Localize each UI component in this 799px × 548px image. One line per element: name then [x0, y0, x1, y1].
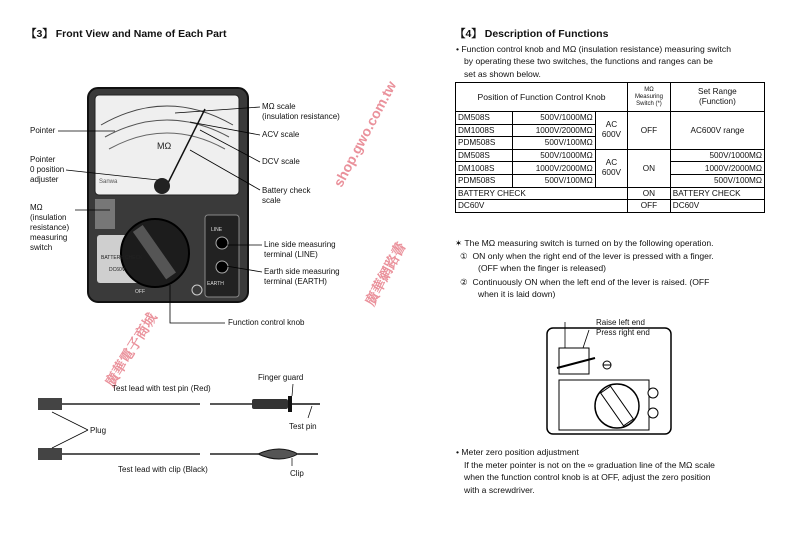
- earth-label: EARTH: [207, 281, 224, 287]
- header-range: Set Range (Function): [670, 83, 764, 112]
- table-row: PDM508S 500V/100MΩ: [456, 137, 765, 150]
- callout-mohm-switch: MΩ (insulation resistance) measuring switch: [30, 203, 70, 252]
- callout-acv-scale: ACV scale: [262, 130, 300, 139]
- off-label: OFF: [135, 289, 145, 295]
- table-row: BATTERY CHECK ON BATTERY CHECK: [456, 187, 765, 200]
- watermark-cn: 廣華網路書: [361, 239, 409, 309]
- intro-text: • Function control knob and MΩ (insulation resistance) measuring switch by operating these two switches, the functions and ranges can be set as shown below.: [456, 44, 732, 79]
- zero-adjust-text: If the meter pointer is not on the ∞ graduation line of the MΩ scale when the function control knob is at OFF, adjust the zero position with a screwdriver.: [464, 460, 715, 495]
- table-header-row: [456, 83, 765, 112]
- raise-left-label: Raise left end: [596, 318, 645, 327]
- red-plug: [38, 398, 62, 410]
- switch-note: ✶ The MΩ measuring switch is turned on by the following operation.: [455, 238, 714, 248]
- header-position: Position of Function Control Knob: [456, 83, 628, 112]
- callout-battery-scale: Battery check scale: [262, 186, 311, 205]
- zero-adjust-title: • Meter zero position adjustment: [456, 447, 579, 457]
- table-row: DM1008S 1000V/2000MΩ 1000V/2000MΩ: [456, 162, 765, 175]
- diagram-terminal-2: [648, 408, 658, 418]
- switch-item-2: ② Continuously ON when the left end of the lever is raised. (OFF when it is laid down): [460, 277, 710, 300]
- diagram-terminal-1: [648, 388, 658, 398]
- callout-pointer: Pointer: [30, 126, 56, 135]
- brand-label: Sanwa: [99, 179, 118, 185]
- function-table: [455, 82, 765, 213]
- header-switch: MΩ Measuring Switch (*): [628, 83, 671, 112]
- watermark-store: 廣華電子商城: [101, 309, 160, 390]
- callout-line-terminal: Line side measuring terminal (LINE): [264, 240, 336, 259]
- test-pin-label: Test pin: [289, 422, 317, 431]
- callout-pointer-zero: Pointer 0 position adjuster: [30, 155, 65, 184]
- finger-guard-shape: [288, 396, 292, 412]
- table-row: DM508S 500V/1000MΩ AC 600V ON 500V/1000MΩ: [456, 149, 765, 162]
- clip-shape: [258, 449, 298, 459]
- black-plug: [38, 448, 62, 460]
- left-heading: 【3】 Front View and Name of Each Part: [26, 28, 227, 40]
- watermark-shop: shop.gwo.com.tw: [330, 78, 400, 190]
- callout-mohm-scale: MΩ scale (insulation resistance): [262, 102, 340, 121]
- finger-guard-label: Finger guard: [258, 373, 304, 382]
- callout-dcv-scale: DCV scale: [262, 157, 300, 166]
- battery-check-label: BATTERY CHECK: [101, 255, 143, 261]
- plug-label: Plug: [90, 426, 107, 435]
- switch-item-1: ① ON only when the right end of the lever is pressed with a finger. (OFF when the finger is released): [460, 251, 714, 274]
- lead-black-label: Test lead with clip (Black): [118, 465, 208, 474]
- press-right-label: Press right end: [596, 328, 650, 337]
- callout-earth-terminal: Earth side measuring terminal (EARTH): [264, 267, 340, 286]
- meter-unit-label: MΩ: [157, 141, 172, 151]
- clip-label: Clip: [290, 469, 304, 478]
- table-row: DC60V OFF DC60V: [456, 200, 765, 213]
- table-row: DM508S 500V/1000MΩ AC 600V OFF AC600V range: [456, 112, 765, 125]
- dc-label: DC60V: [109, 267, 126, 273]
- right-heading: 【4】 Description of Functions: [455, 28, 609, 40]
- table-row: PDM508S 500V/100MΩ 500V/100MΩ: [456, 174, 765, 187]
- table-row: DM1008S 1000V/2000MΩ: [456, 124, 765, 137]
- red-probe: [252, 399, 288, 409]
- line-label: LINE: [211, 227, 223, 233]
- lead-red-label: Test lead with test pin (Red): [112, 384, 211, 393]
- callout-knob: Function control knob: [228, 318, 305, 327]
